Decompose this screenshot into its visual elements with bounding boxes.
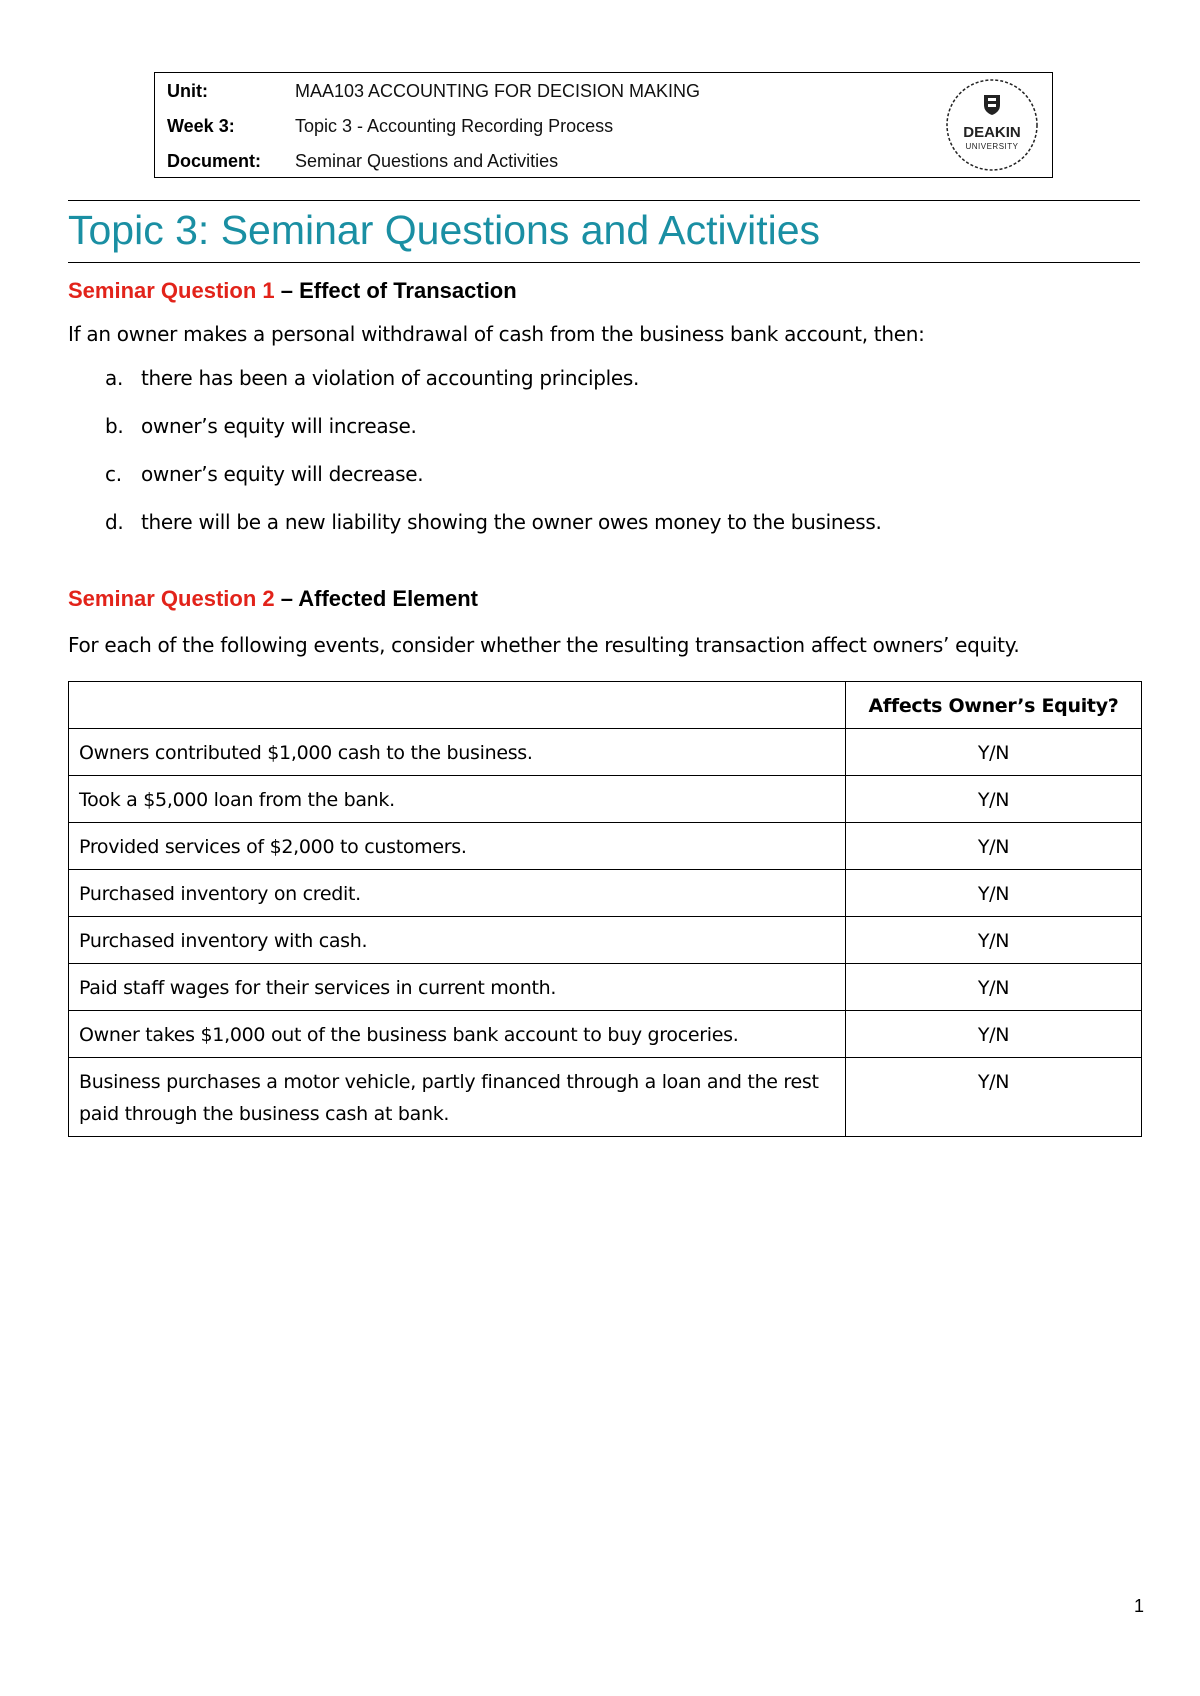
shield-icon	[984, 95, 1000, 115]
question2-subtitle: – Affected Element	[274, 586, 478, 611]
event-cell: Purchased inventory with cash.	[69, 917, 846, 964]
page-title: Topic 3: Seminar Questions and Activities	[68, 207, 821, 253]
document-value: Seminar Questions and Activities	[295, 151, 559, 171]
event-cell: Provided services of $2,000 to customers.	[69, 823, 846, 870]
table-row	[69, 917, 1142, 964]
option-letter: c.	[105, 462, 122, 486]
question1-label: Seminar Question 1	[68, 278, 275, 303]
table-row	[69, 870, 1142, 917]
table-row	[69, 776, 1142, 823]
option-text: there will be a new liability showing the owner owes money to the business.	[141, 510, 882, 534]
week-value: Topic 3 - Accounting Recording Process	[295, 116, 614, 136]
logo-main-text: DEAKIN	[963, 124, 1021, 141]
option-text: owner’s equity will increase.	[141, 414, 417, 438]
answer-cell[interactable]: Y/N	[846, 1058, 1142, 1137]
question2-heading	[68, 586, 478, 612]
document-header	[154, 72, 1053, 178]
answer-cell[interactable]: Y/N	[846, 823, 1142, 870]
option-text: there has been a violation of accounting principles.	[141, 366, 640, 390]
document-label: Document:	[167, 151, 261, 171]
option-letter: b.	[105, 414, 124, 438]
events-table	[68, 681, 1142, 1137]
answer-cell[interactable]: Y/N	[846, 729, 1142, 776]
answer-cell[interactable]: Y/N	[846, 1011, 1142, 1058]
answer-cell[interactable]: Y/N	[846, 917, 1142, 964]
table-row	[69, 964, 1142, 1011]
unit-label: Unit:	[167, 81, 208, 101]
logo-sub-text: UNIVERSITY	[965, 142, 1019, 151]
option-text: owner’s equity will decrease.	[141, 462, 424, 486]
answer-cell[interactable]: Y/N	[846, 964, 1142, 1011]
title-bottom-rule	[68, 262, 1140, 263]
event-cell: Business purchases a motor vehicle, partly financed through a loan and the rest paid through the business cash at bank.	[69, 1058, 846, 1137]
question1-heading	[68, 278, 517, 304]
deakin-university-logo	[944, 77, 1040, 173]
question2-label: Seminar Question 2	[68, 586, 275, 611]
table-row	[69, 729, 1142, 776]
week-label: Week 3:	[167, 116, 235, 136]
table-row	[69, 1058, 1142, 1137]
table-header-event	[69, 682, 846, 729]
event-cell: Paid staff wages for their services in current month.	[69, 964, 846, 1011]
event-cell: Purchased inventory on credit.	[69, 870, 846, 917]
answer-cell[interactable]: Y/N	[846, 870, 1142, 917]
question1-prompt: If an owner makes a personal withdrawal of cash from the business bank account, then:	[68, 322, 925, 346]
table-row	[69, 1011, 1142, 1058]
event-cell: Owners contributed $1,000 cash to the business.	[69, 729, 846, 776]
unit-value: MAA103 ACCOUNTING FOR DECISION MAKING	[295, 81, 701, 101]
table-header-row	[69, 682, 1142, 729]
question1-subtitle: – Effect of Transaction	[274, 278, 517, 303]
question2-prompt: For each of the following events, consider whether the resulting transaction affect owners’ equity.	[68, 633, 1020, 657]
answer-cell[interactable]: Y/N	[846, 776, 1142, 823]
table-row	[69, 823, 1142, 870]
event-cell: Took a $5,000 loan from the bank.	[69, 776, 846, 823]
event-cell: Owner takes $1,000 out of the business bank account to buy groceries.	[69, 1011, 846, 1058]
page-number: 1	[1133, 1596, 1144, 1616]
option-letter: a.	[105, 366, 124, 390]
table-header-affects-equity: Affects Owner’s Equity?	[846, 682, 1142, 729]
option-letter: d.	[105, 510, 124, 534]
title-top-rule	[68, 200, 1140, 201]
